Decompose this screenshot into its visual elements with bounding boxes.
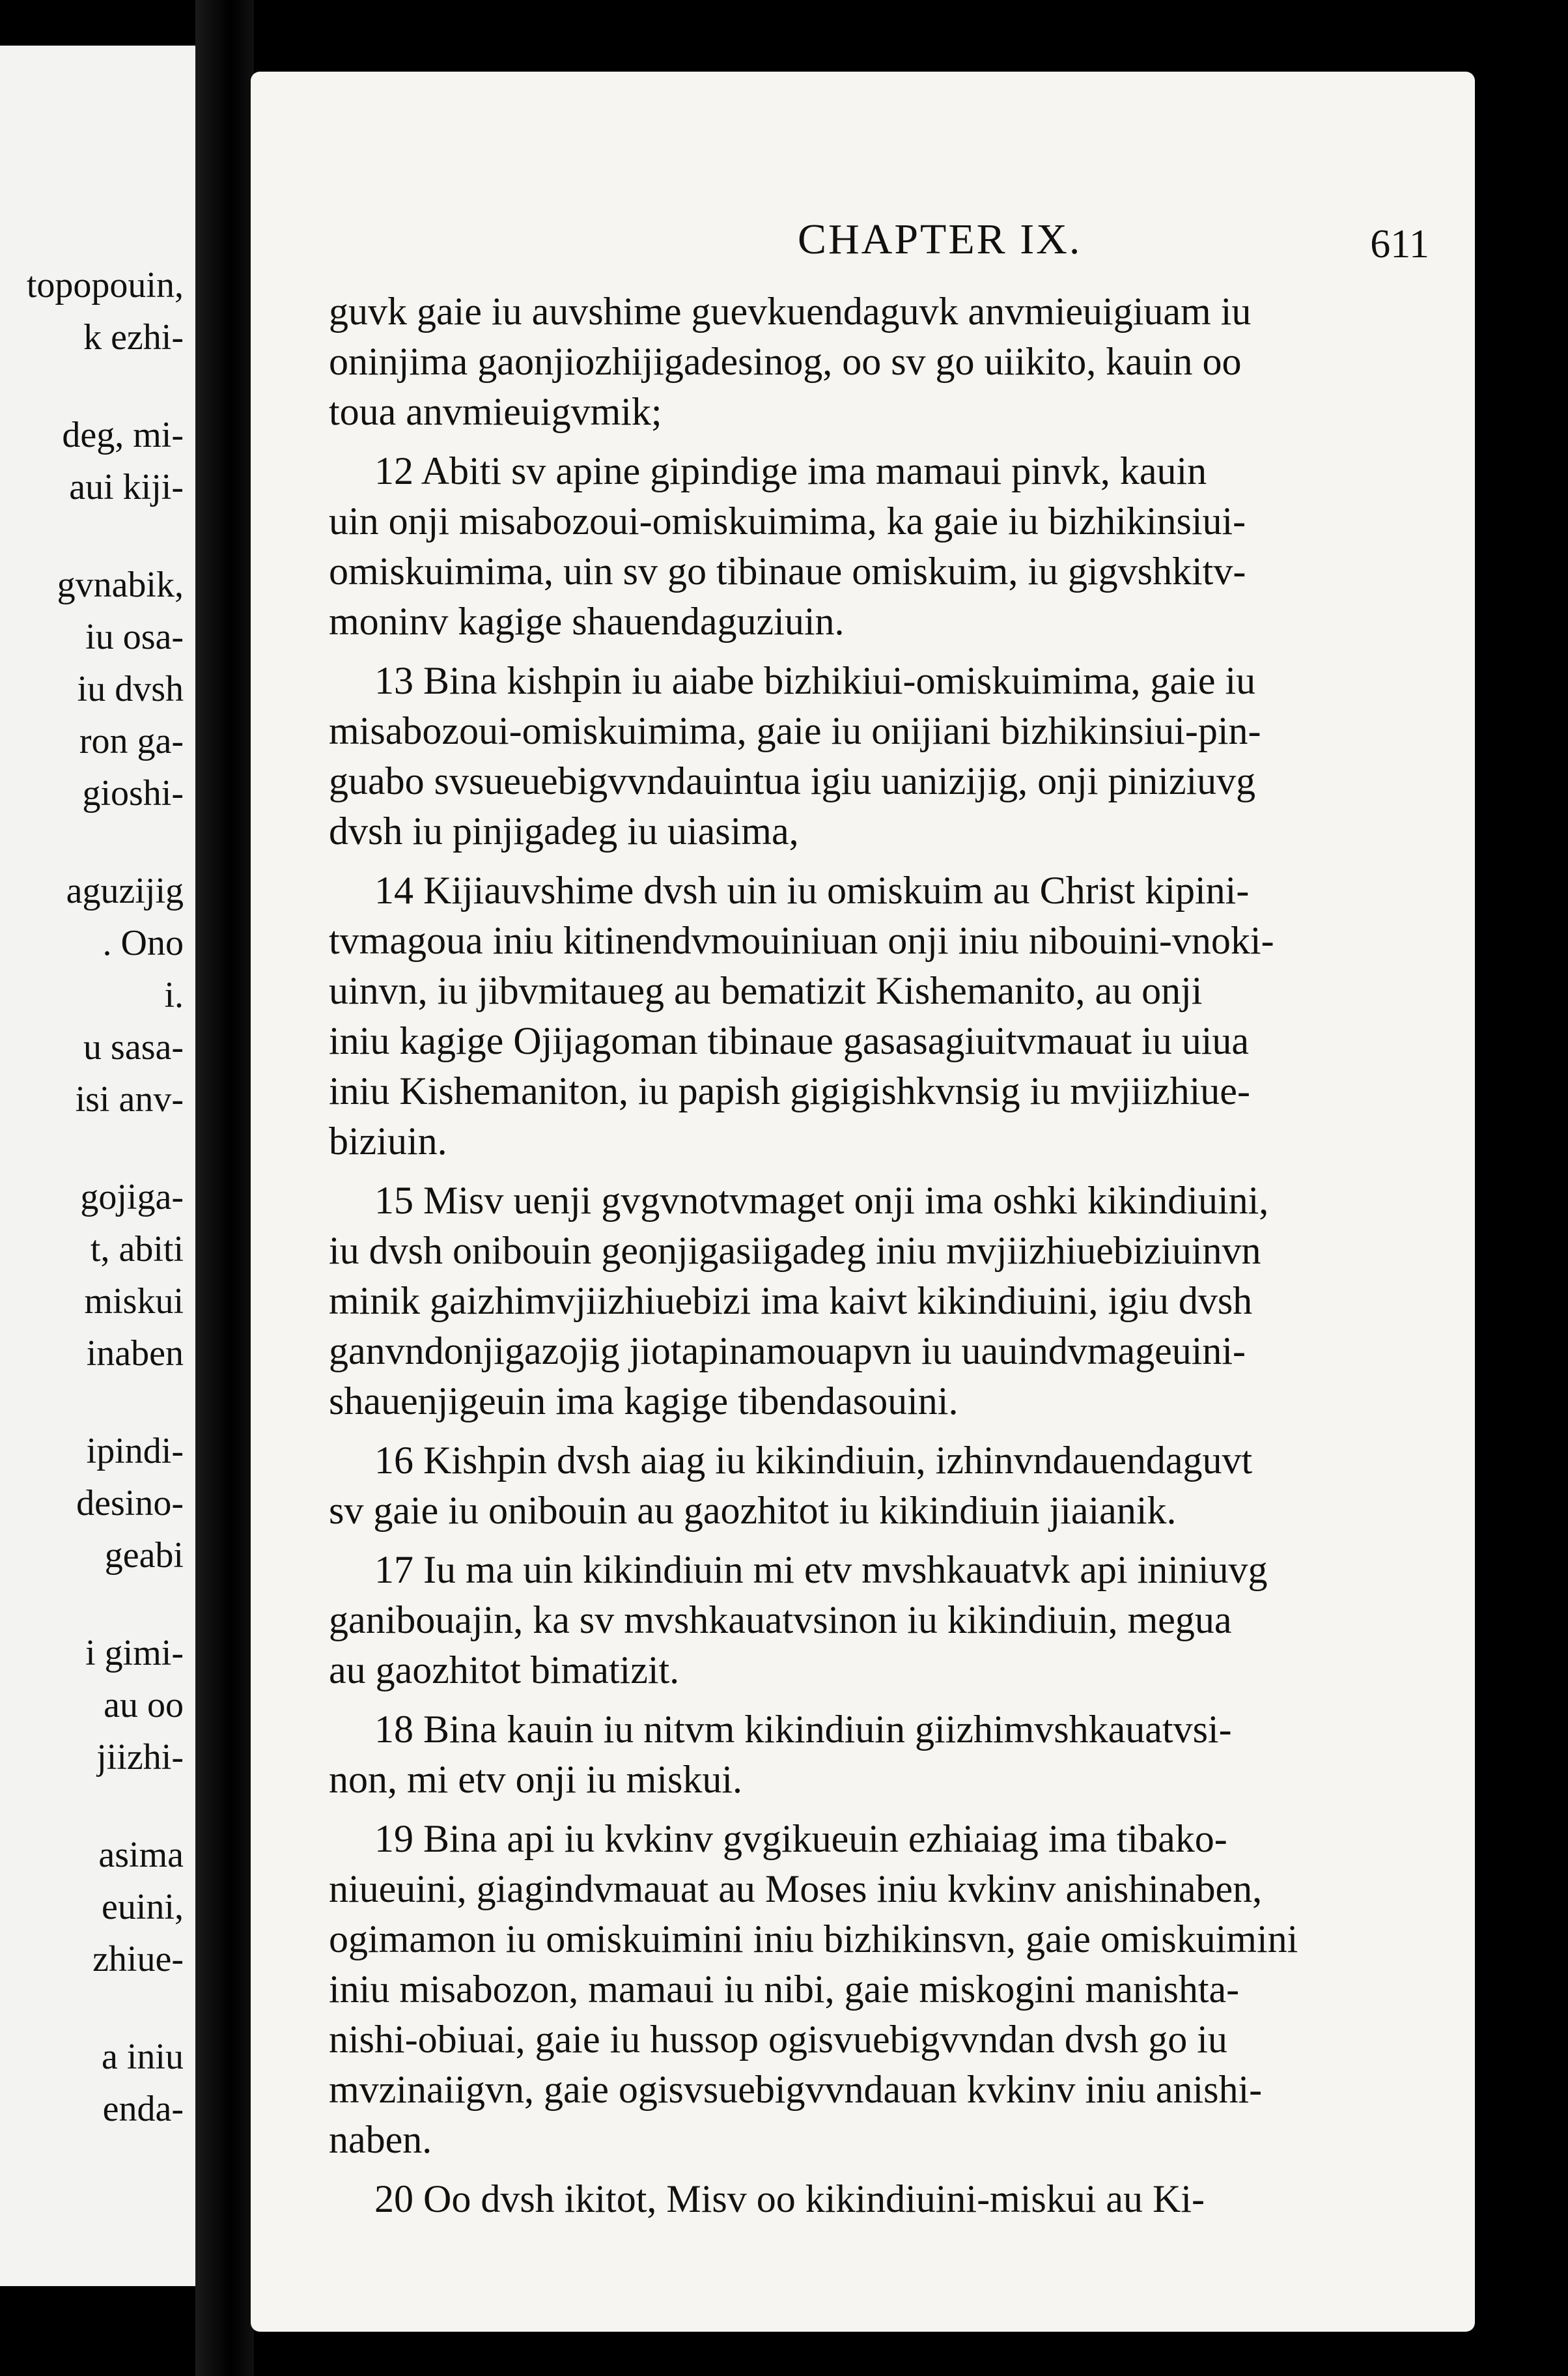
text-line: 18 Bina kauin iu nitvm kikindiuin giizhimvshkauatvsi- (374, 1708, 1232, 1751)
paragraph-gap (329, 856, 1410, 866)
left-page-line: i gimi- (85, 1633, 184, 1673)
text-line: shauenjigeuin ima kagige tibendasouini. (329, 1379, 959, 1422)
text-line: 15 Misv uenji gvgvnotvmaget onji ima oshki kikindiuini, (374, 1179, 1269, 1222)
left-page-line: inaben (86, 1333, 184, 1374)
text-line: iu dvsh onibouin geonjigasiigadeg iniu mvjiizhiuebiziuinvn (329, 1229, 1261, 1272)
text-line: 16 Kishpin dvsh aiag iu kikindiuin, izhinvndauendaguvt (374, 1439, 1253, 1482)
left-page-line: deg, mi- (62, 415, 184, 455)
text-line: oninjima gaonjiozhijigadesinog, oo sv go uiikito, kauin oo (329, 340, 1242, 383)
text-line: 13 Bina kishpin iu aiabe bizhikiui-omiskuimima, gaie iu (374, 659, 1256, 702)
text-line: iniu misabozon, mamaui iu nibi, gaie miskogini manishta- (329, 1968, 1240, 2011)
text-line: tvmagoua iniu kitinendvmouiniuan onji iniu nibouini-vnoki- (329, 919, 1274, 962)
left-page-line: iu osa- (85, 617, 184, 657)
text-line: au gaozhitot bimatizit. (329, 1648, 680, 1691)
text-line: 14 Kijiauvshime dvsh uin iu omiskuim au Christ kipini- (374, 869, 1250, 912)
text-line: biziuin. (329, 1120, 447, 1163)
left-page-line: gojiga- (80, 1177, 184, 1217)
left-page-line: . Ono (102, 923, 184, 963)
body-text (329, 287, 1410, 2224)
left-page-line: zhiue- (92, 1939, 184, 1979)
left-page-line: aui kiji- (69, 467, 184, 507)
text-line: moninv kagige shauendaguziuin. (329, 600, 845, 643)
text-line: minik gaizhimvjiizhiuebizi ima kaivt kikindiuini, igiu dvsh (329, 1279, 1253, 1322)
text-line: uin onji misabozoui-omiskuimima, ka gaie iu bizhikinsiui- (329, 500, 1246, 543)
chapter-title: CHAPTER IX. (798, 216, 1082, 263)
left-page-line: i. (164, 975, 184, 1015)
text-line: misabozoui-omiskuimima, gaie iu onijiani bizhikinsiui-pin- (329, 709, 1261, 752)
text-line: ganvndonjigazojig jiotapinamouapvn iu uauindvmageuini- (329, 1329, 1246, 1372)
text-line: naben. (329, 2118, 432, 2161)
paragraph-gap (329, 1426, 1410, 1436)
text-line: niueuini, giagindvmauat au Moses iniu kvkinv anishinaben, (329, 1867, 1263, 1910)
text-line: guabo svsueuebigvvndauintua igiu uanizijig, onji piniziuvg (329, 759, 1256, 802)
text-line: 19 Bina api iu kvkinv gvgikueuin ezhiaiag ima tibako- (374, 1817, 1227, 1860)
left-page-line: t, abiti (90, 1229, 184, 1269)
text-line: nishi-obiuai, gaie iu hussop ogisvuebigvvndan dvsh go iu (329, 2018, 1227, 2061)
text-line: sv gaie iu onibouin au gaozhitot iu kikindiuin jiaianik. (329, 1489, 1177, 1532)
text-line: ogimamon iu omiskuimini iniu bizhikinsvn, gaie omiskuimini (329, 1917, 1298, 1960)
paragraph-gap (329, 437, 1410, 446)
paragraph-gap (329, 1695, 1410, 1704)
book-gutter (195, 0, 254, 2376)
text-line: 12 Abiti sv apine gipindige ima mamaui pinvk, kauin (374, 449, 1207, 492)
text-line: dvsh iu pinjigadeg iu uiasima, (329, 810, 799, 853)
left-page-line: k ezhi- (83, 317, 184, 358)
previous-page-edge (0, 46, 195, 2286)
paragraph-gap (329, 1167, 1410, 1176)
left-page-line: enda- (102, 2089, 184, 2129)
paragraph-gap (329, 647, 1410, 656)
left-page-line: gvnabik, (57, 565, 184, 605)
left-page-line: geabi (104, 1535, 184, 1576)
running-head (329, 215, 1436, 280)
book-page (251, 72, 1475, 2332)
paragraph-gap (329, 1536, 1410, 1545)
left-page-line: euini, (102, 1887, 184, 1927)
text-line: toua anvmieuigvmik; (329, 390, 662, 433)
text-line: omiskuimima, uin sv go tibinaue omiskuim, iu gigvshkitv- (329, 550, 1246, 593)
left-page-line: iu dvsh (77, 669, 184, 709)
left-page-line: a iniu (102, 2037, 184, 2077)
left-page-line: u sasa- (83, 1027, 184, 1068)
text-line: 20 Oo dvsh ikitot, Misv oo kikindiuini-miskui au Ki- (374, 2177, 1205, 2220)
text-line: ganibouajin, ka sv mvshkauatvsinon iu kikindiuin, megua (329, 1598, 1232, 1641)
left-page-line: asima (98, 1835, 184, 1875)
text-line: iniu Kishemaniton, iu papish gigigishkvnsig iu mvjiizhiue- (329, 1069, 1250, 1112)
text-line: guvk gaie iu auvshime guevkuendaguvk anvmieuigiuam iu (329, 290, 1252, 333)
page-number: 611 (1370, 222, 1429, 266)
text-line: non, mi etv onji iu miskui. (329, 1758, 743, 1801)
text-line: mvzinaiigvn, gaie ogisvsuebigvvndauan kvkinv iniu anishi- (329, 2068, 1263, 2111)
left-page-line: miskui (84, 1281, 184, 1322)
paragraph-gap (329, 1805, 1410, 1814)
paragraph-gap (329, 2165, 1410, 2174)
left-page-line: au oo (104, 1685, 184, 1725)
left-page-line: desino- (76, 1483, 184, 1523)
left-page-line: aguzijig (66, 871, 184, 911)
left-page-line: topopouin, (26, 265, 184, 305)
left-page-line: gioshi- (82, 773, 184, 813)
left-page-line: ron ga- (79, 721, 184, 761)
left-page-line: ipindi- (86, 1431, 184, 1471)
left-page-line: jiizhi- (96, 1737, 184, 1777)
text-line: iniu kagige Ojijagoman tibinaue gasasagiuitvmauat iu uiua (329, 1019, 1249, 1062)
left-page-line: isi anv- (75, 1079, 184, 1120)
text-line: 17 Iu ma uin kikindiuin mi etv mvshkauatvk api ininiuvg (374, 1548, 1268, 1591)
text-line: uinvn, iu jibvmitaueg au bematizit Kishemanito, au onji (329, 969, 1203, 1012)
